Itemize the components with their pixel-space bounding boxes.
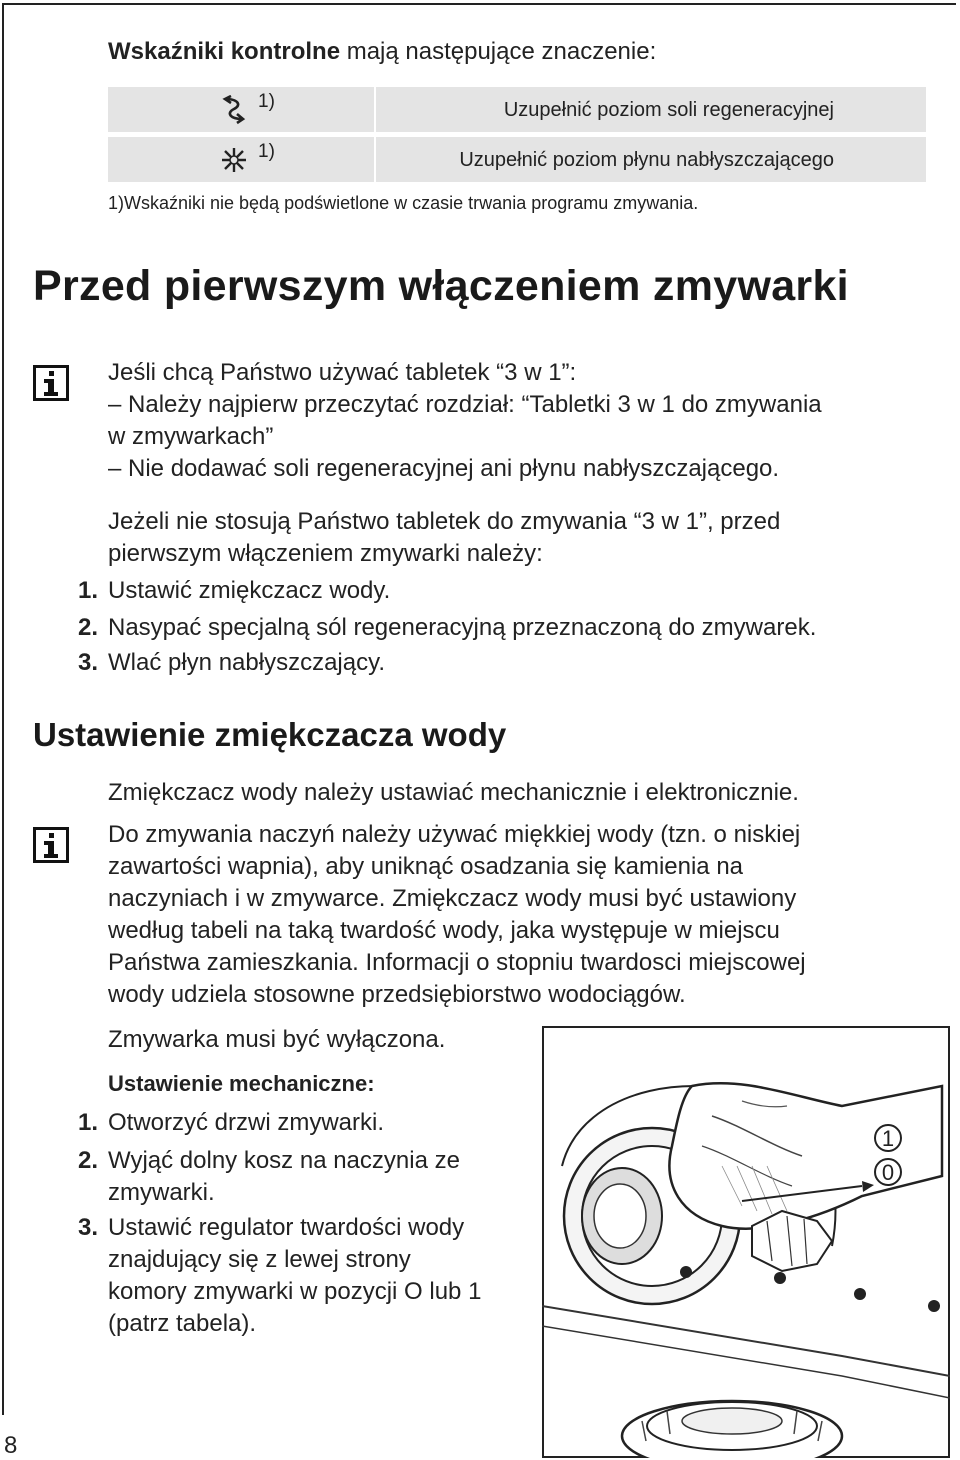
step-text: znajdujący się z lewej strony [108,1246,411,1273]
note-line: Jeśli chcą Państwo używać tabletek “3 w 1”: [108,359,577,386]
step-number: 3. [78,1214,99,1241]
table-divider [374,137,376,182]
step-text: Ustawić zmiękczacz wody. [108,577,391,604]
paragraph-line: pierwszym włączeniem zmywarki należy: [108,540,543,567]
indicators-intro-rest: mają następujące znaczenie: [340,38,657,65]
water-softener-dial-illustration [542,1026,950,1458]
page-frame-top [2,3,956,5]
paragraph-line: Zmiękczacz wody należy ustawiać mechanicznie i elektronicznie. [108,779,799,806]
indicator-row-salt [108,87,926,132]
note-line: według tabeli na taką twardość wody, jaka występuje w miejscu [108,917,780,944]
note-line: – Nie dodawać soli regeneracyjnej ani płynu nabłyszczającego. [108,455,780,482]
section-title-water-softener: Ustawienie zmiękczacza wody [33,716,507,753]
step-text: Wlać płyn nabłyszczający. [108,649,385,676]
off-note: Zmywarka musi być wyłączona. [108,1026,446,1053]
paragraph-line: Jeżeli nie stosują Państwo tabletek do zmywania “3 w 1”, przed [108,508,781,535]
step-text: (patrz tabela). [108,1310,257,1337]
note-line: naczyniach i w zmywarce. Zmiękczacz wody musi być ustawiony [108,885,797,912]
page-number: 8 [4,1432,18,1459]
indicators-intro [108,38,656,66]
table-divider [374,87,376,132]
indicator-footnote: 1)Wskaźniki nie będą podświetlone w czasie trwania programu zmywania. [108,193,699,213]
note-line: Do zmywania naczyń należy używać miękkiej wody (tzn. o niskiej [108,821,801,848]
indicator-footnote-ref: 1) [258,141,275,162]
rinse-aid-indicator-icon [220,145,248,175]
section-title-first-use: Przed pierwszym włączeniem zmywarki [33,262,849,310]
indicators-intro-bold: Wskaźniki kontrolne [108,38,341,65]
note-line: – Należy najpierw przeczytać rozdział: “Tabletki 3 w 1 do zmywania [108,391,822,418]
salt-indicator-icon [220,95,248,125]
info-icon [33,827,69,863]
step-text: Nasypać specjalną sól regeneracyjną przeznaczoną do zmywarek. [108,614,817,641]
page-frame-left [2,3,4,1415]
note-line: zawartości wapnia), aby uniknąć osadzania się kamienia na [108,853,744,880]
step-number: 2. [78,614,99,641]
note-line: Państwa zamieszkania. Informacji o stopniu twardosci miejscowej [108,949,806,976]
step-number: 3. [78,649,99,676]
dial-position-0-label: 0 [881,1160,895,1185]
indicator-description: Uzupełnić poziom płynu nabłyszczającego [459,149,834,171]
indicator-row-rinse-aid [108,137,926,182]
dial-position-1-label: 1 [881,1126,895,1151]
step-text: zmywarki. [108,1179,215,1206]
step-number: 2. [78,1147,99,1174]
info-icon [33,365,69,401]
step-text: Ustawić regulator twardości wody [108,1214,465,1241]
indicator-footnote-ref: 1) [258,91,275,112]
subsection-title-mechanical: Ustawienie mechaniczne: [108,1071,375,1096]
step-number: 1. [78,1109,99,1136]
note-line: wody udziela stosowne przedsiębiorstwo wodociągów. [108,981,686,1008]
step-text: Otworzyć drzwi zmywarki. [108,1109,385,1136]
step-number: 1. [78,577,99,604]
note-line: w zmywarkach” [108,423,274,450]
step-text: Wyjąć dolny kosz na naczynia ze [108,1147,460,1174]
indicator-description: Uzupełnić poziom soli regeneracyjnej [503,99,834,121]
step-text: komory zmywarki w pozycji O lub 1 [108,1278,482,1305]
